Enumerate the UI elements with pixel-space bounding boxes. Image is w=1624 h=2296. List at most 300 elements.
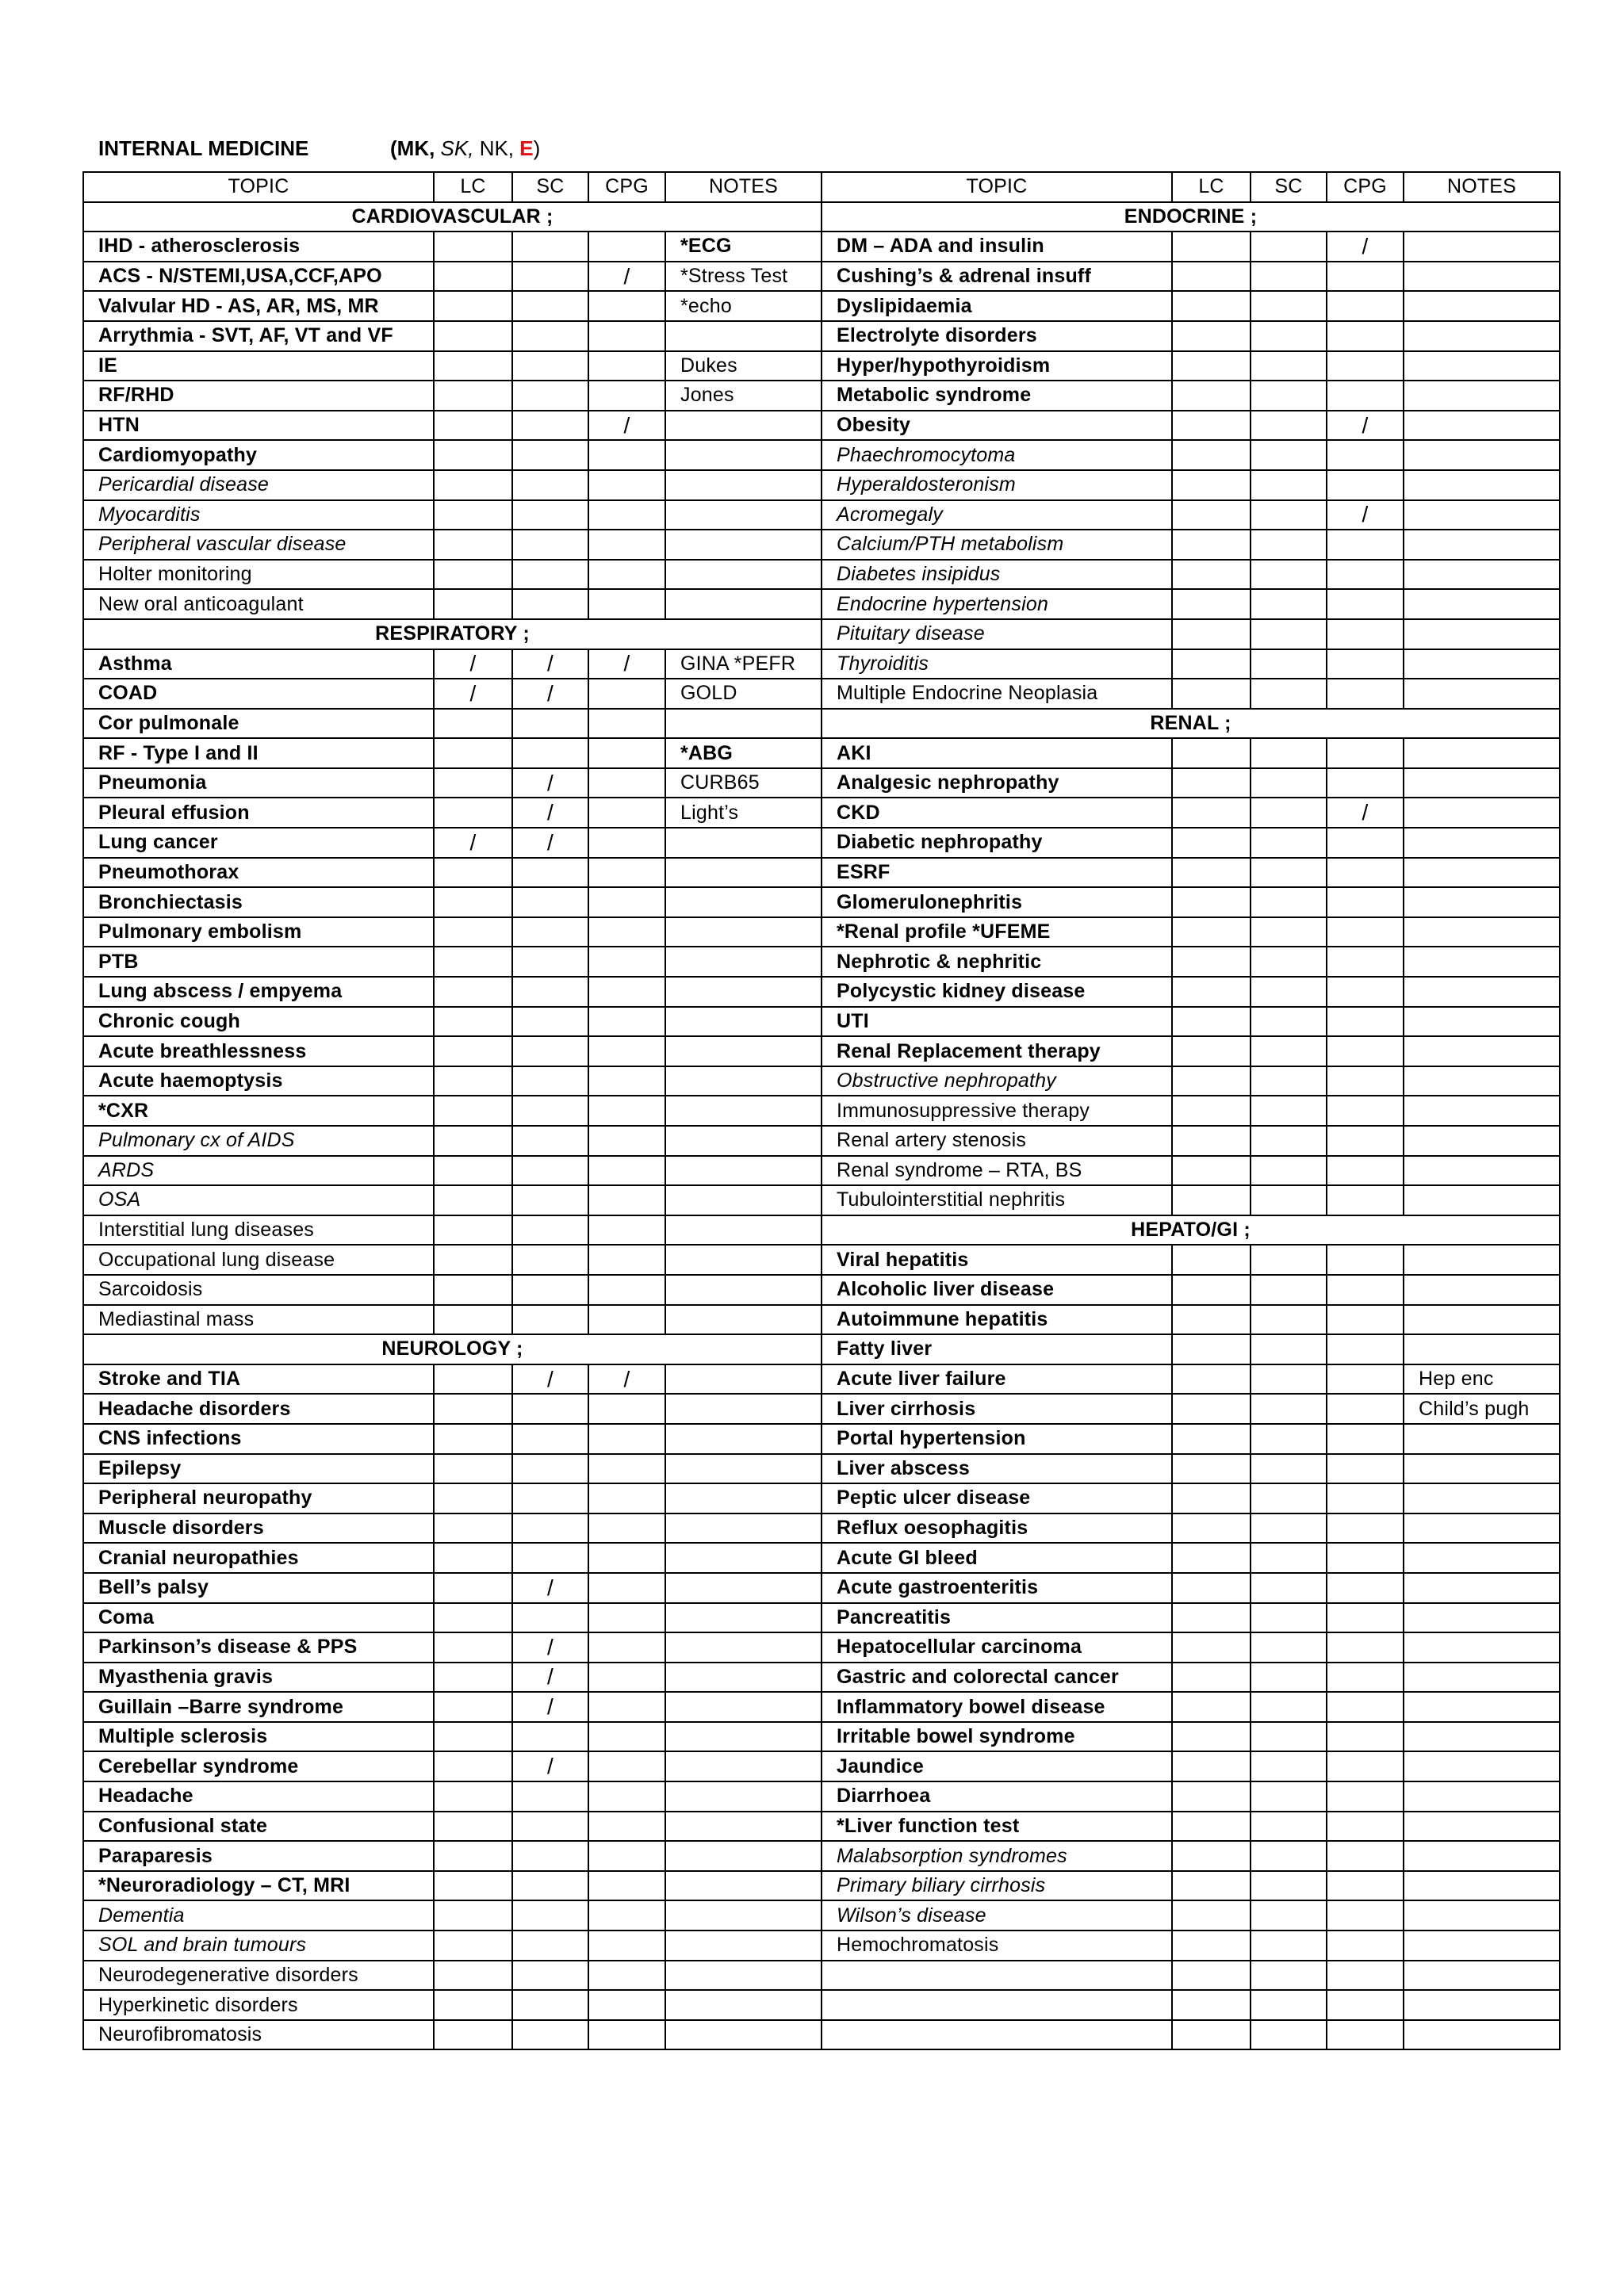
right-notes-cell <box>1404 1245 1560 1275</box>
left-cpg-cell <box>588 1751 665 1781</box>
right-cpg-cell <box>1327 1573 1404 1603</box>
right-sc-cell <box>1251 440 1327 470</box>
left-notes-cell <box>665 2020 822 2050</box>
left-sc-cell <box>512 1931 588 1961</box>
left-notes-cell <box>665 1603 822 1633</box>
left-topic-cell: Headache <box>83 1781 434 1812</box>
left-sc-cell <box>512 1007 588 1037</box>
left-sc-cell <box>512 738 588 768</box>
right-topic-cell: Electrolyte disorders <box>822 321 1172 351</box>
left-notes-cell <box>665 1215 822 1246</box>
left-topic-cell: Pneumonia <box>83 768 434 798</box>
left-lc-cell <box>434 1483 512 1513</box>
left-cpg-cell <box>588 1692 665 1722</box>
column-header-notes: NOTES <box>665 172 822 202</box>
left-sc-cell <box>512 1543 588 1573</box>
right-cpg-cell <box>1327 977 1404 1007</box>
right-sc-cell <box>1251 828 1327 858</box>
left-sc-cell: / <box>512 798 588 828</box>
right-lc-cell <box>1172 351 1251 381</box>
left-cpg-cell <box>588 1156 665 1186</box>
title-main: INTERNAL MEDICINE <box>98 136 309 160</box>
right-topic-cell: Thyroiditis <box>822 649 1172 679</box>
left-sc-cell <box>512 1513 588 1544</box>
right-topic-cell: Diabetes insipidus <box>822 560 1172 590</box>
left-topic-cell: IHD - atherosclerosis <box>83 232 434 262</box>
right-notes-cell <box>1404 1126 1560 1156</box>
right-topic-cell: Hemochromatosis <box>822 1931 1172 1961</box>
right-lc-cell <box>1172 1334 1251 1364</box>
left-notes-cell: *ECG <box>665 232 822 262</box>
right-lc-cell <box>1172 887 1251 917</box>
left-cpg-cell <box>588 440 665 470</box>
right-topic-cell: ESRF <box>822 858 1172 888</box>
left-lc-cell <box>434 1961 512 1991</box>
left-lc-cell <box>434 1751 512 1781</box>
left-topic-cell: *Neuroradiology – CT, MRI <box>83 1871 434 1901</box>
right-topic-cell: Jaundice <box>822 1751 1172 1781</box>
left-lc-cell <box>434 1364 512 1395</box>
left-notes-cell <box>665 1900 822 1931</box>
table-row <box>83 1573 1560 1603</box>
title-legend-e: E <box>519 136 534 160</box>
table-row <box>83 947 1560 977</box>
left-sc-cell <box>512 1156 588 1186</box>
right-notes-cell <box>1404 947 1560 977</box>
left-topic-cell: Hyperkinetic disorders <box>83 1990 434 2020</box>
right-sc-cell <box>1251 560 1327 590</box>
right-cpg-cell <box>1327 470 1404 500</box>
left-notes-cell <box>665 1185 822 1215</box>
right-topic-cell: Primary biliary cirrhosis <box>822 1871 1172 1901</box>
left-cpg-cell: / <box>588 649 665 679</box>
right-sc-cell <box>1251 1275 1327 1305</box>
right-sc-cell <box>1251 500 1327 530</box>
right-notes-cell <box>1404 1096 1560 1126</box>
table-row <box>83 1692 1560 1722</box>
table-row <box>83 1990 1560 2020</box>
right-notes-cell <box>1404 1573 1560 1603</box>
left-sc-cell <box>512 887 588 917</box>
left-sc-cell <box>512 1275 588 1305</box>
left-cpg-cell: / <box>588 411 665 441</box>
table-row <box>83 1781 1560 1812</box>
left-lc-cell <box>434 2020 512 2050</box>
right-sc-cell <box>1251 858 1327 888</box>
right-sc-cell <box>1251 321 1327 351</box>
right-cpg-cell <box>1327 1812 1404 1842</box>
right-sc-cell <box>1251 262 1327 292</box>
column-header-topic: TOPIC <box>822 172 1172 202</box>
table-row <box>83 351 1560 381</box>
right-lc-cell <box>1172 1722 1251 1752</box>
right-cpg-cell <box>1327 1126 1404 1156</box>
right-cpg-cell <box>1327 1424 1404 1454</box>
left-lc-cell <box>434 1036 512 1066</box>
left-topic-cell: Pneumothorax <box>83 858 434 888</box>
right-notes-cell <box>1404 1871 1560 1901</box>
left-cpg-cell <box>588 768 665 798</box>
left-sc-cell <box>512 1812 588 1842</box>
left-cpg-cell <box>588 1215 665 1246</box>
right-cpg-cell <box>1327 1305 1404 1335</box>
left-cpg-cell <box>588 560 665 590</box>
left-topic-cell: Paraparesis <box>83 1841 434 1871</box>
left-sc-cell <box>512 1990 588 2020</box>
left-sc-cell <box>512 1215 588 1246</box>
right-topic-cell: DM – ADA and insulin <box>822 232 1172 262</box>
left-cpg-cell <box>588 1305 665 1335</box>
right-lc-cell <box>1172 1663 1251 1693</box>
right-topic-cell: *Renal profile *UFEME <box>822 917 1172 947</box>
left-cpg-cell <box>588 1424 665 1454</box>
right-notes-cell <box>1404 500 1560 530</box>
right-notes-cell <box>1404 1275 1560 1305</box>
right-sc-cell <box>1251 1334 1327 1364</box>
right-lc-cell <box>1172 1305 1251 1335</box>
column-header-cpg: CPG <box>1327 172 1404 202</box>
left-cpg-cell <box>588 738 665 768</box>
table-row <box>83 470 1560 500</box>
right-cpg-cell <box>1327 1543 1404 1573</box>
left-sc-cell: / <box>512 649 588 679</box>
right-topic-cell: Endocrine hypertension <box>822 589 1172 619</box>
right-cpg-cell <box>1327 589 1404 619</box>
right-lc-cell <box>1172 1245 1251 1275</box>
left-cpg-cell <box>588 1036 665 1066</box>
left-topic-cell: OSA <box>83 1185 434 1215</box>
left-lc-cell <box>434 1692 512 1722</box>
right-cpg-cell <box>1327 1454 1404 1484</box>
right-cpg-cell <box>1327 1066 1404 1096</box>
table-row <box>83 1722 1560 1752</box>
left-notes-cell <box>665 530 822 560</box>
right-sc-cell <box>1251 1931 1327 1961</box>
right-sc-cell <box>1251 1692 1327 1722</box>
right-topic-cell: Pituitary disease <box>822 619 1172 649</box>
right-cpg-cell <box>1327 381 1404 411</box>
left-topic-cell: PTB <box>83 947 434 977</box>
left-sc-cell <box>512 947 588 977</box>
left-lc-cell <box>434 1841 512 1871</box>
left-notes-cell <box>665 589 822 619</box>
right-sc-cell <box>1251 679 1327 709</box>
left-notes-cell <box>665 1156 822 1186</box>
left-notes-cell <box>665 1573 822 1603</box>
left-topic-cell: Acute haemoptysis <box>83 1066 434 1096</box>
column-header-sc: SC <box>512 172 588 202</box>
table-row <box>83 649 1560 679</box>
column-header-lc: LC <box>1172 172 1251 202</box>
right-cpg-cell <box>1327 1900 1404 1931</box>
right-topic-cell: Autoimmune hepatitis <box>822 1305 1172 1335</box>
right-lc-cell <box>1172 1692 1251 1722</box>
table-row <box>83 1305 1560 1335</box>
left-topic-cell: Mediastinal mass <box>83 1305 434 1335</box>
left-notes-cell: *Stress Test <box>665 262 822 292</box>
table-row <box>83 262 1560 292</box>
left-notes-cell <box>665 1543 822 1573</box>
right-lc-cell <box>1172 1990 1251 2020</box>
title-legend-close: ) <box>533 136 541 160</box>
left-topic-cell: HTN <box>83 411 434 441</box>
table-row <box>83 530 1560 560</box>
right-sc-cell <box>1251 1961 1327 1991</box>
table-row <box>83 709 1560 739</box>
left-lc-cell <box>434 321 512 351</box>
right-cpg-cell <box>1327 887 1404 917</box>
right-lc-cell <box>1172 679 1251 709</box>
right-notes-cell <box>1404 1066 1560 1096</box>
right-lc-cell <box>1172 1036 1251 1066</box>
right-topic-cell: AKI <box>822 738 1172 768</box>
right-sc-cell <box>1251 1663 1327 1693</box>
right-topic-cell <box>822 1961 1172 1991</box>
table-row <box>83 1066 1560 1096</box>
left-topic-cell: Lung abscess / empyema <box>83 977 434 1007</box>
left-notes-cell <box>665 1483 822 1513</box>
right-notes-cell <box>1404 381 1560 411</box>
left-sc-cell <box>512 530 588 560</box>
table-row <box>83 1007 1560 1037</box>
left-notes-cell <box>665 887 822 917</box>
right-lc-cell <box>1172 768 1251 798</box>
right-sc-cell <box>1251 1781 1327 1812</box>
right-sc-cell <box>1251 649 1327 679</box>
right-topic-cell: Diabetic nephropathy <box>822 828 1172 858</box>
right-sc-cell <box>1251 1066 1327 1096</box>
table-row <box>83 1871 1560 1901</box>
right-cpg-cell <box>1327 560 1404 590</box>
right-topic-cell: Acute gastroenteritis <box>822 1573 1172 1603</box>
left-lc-cell <box>434 1781 512 1812</box>
table-row <box>83 1900 1560 1931</box>
table-row <box>83 560 1560 590</box>
right-sc-cell <box>1251 351 1327 381</box>
table-row <box>83 321 1560 351</box>
right-notes-cell <box>1404 858 1560 888</box>
right-cpg-cell <box>1327 530 1404 560</box>
left-lc-cell: / <box>434 649 512 679</box>
table-row <box>83 679 1560 709</box>
left-lc-cell <box>434 1900 512 1931</box>
right-cpg-cell <box>1327 1751 1404 1781</box>
right-cpg-cell <box>1327 858 1404 888</box>
left-notes-cell <box>665 1931 822 1961</box>
left-topic-cell: Neurodegenerative disorders <box>83 1961 434 1991</box>
right-lc-cell <box>1172 1066 1251 1096</box>
left-sc-cell: / <box>512 1751 588 1781</box>
table-row <box>83 1841 1560 1871</box>
right-topic-cell: Renal Replacement therapy <box>822 1036 1172 1066</box>
title-legend <box>390 136 540 161</box>
right-topic-cell: Analgesic nephropathy <box>822 768 1172 798</box>
left-notes-cell <box>665 321 822 351</box>
right-lc-cell <box>1172 1871 1251 1901</box>
left-cpg-cell <box>588 1275 665 1305</box>
right-cpg-cell <box>1327 1841 1404 1871</box>
left-cpg-cell <box>588 1007 665 1037</box>
section-header: NEUROLOGY ; <box>83 1334 822 1364</box>
left-sc-cell <box>512 1126 588 1156</box>
left-notes-cell <box>665 500 822 530</box>
table-row <box>83 1454 1560 1484</box>
table-row <box>83 291 1560 321</box>
left-cpg-cell <box>588 1812 665 1842</box>
right-lc-cell <box>1172 649 1251 679</box>
table-row <box>83 381 1560 411</box>
section-header: RESPIRATORY ; <box>83 619 822 649</box>
right-lc-cell <box>1172 1483 1251 1513</box>
left-cpg-cell <box>588 1900 665 1931</box>
right-topic-cell: Multiple Endocrine Neoplasia <box>822 679 1172 709</box>
right-sc-cell <box>1251 947 1327 977</box>
table-row <box>83 1364 1560 1395</box>
right-topic-cell: Liver cirrhosis <box>822 1394 1172 1424</box>
right-notes-cell: Hep enc <box>1404 1364 1560 1395</box>
right-sc-cell <box>1251 1513 1327 1544</box>
right-notes-cell <box>1404 560 1560 590</box>
right-notes-cell <box>1404 1751 1560 1781</box>
left-lc-cell <box>434 709 512 739</box>
left-sc-cell <box>512 440 588 470</box>
left-cpg-cell <box>588 2020 665 2050</box>
right-lc-cell <box>1172 1900 1251 1931</box>
right-topic-cell: Hyperaldosteronism <box>822 470 1172 500</box>
right-notes-cell <box>1404 440 1560 470</box>
left-topic-cell: Holter monitoring <box>83 560 434 590</box>
left-cpg-cell <box>588 917 665 947</box>
left-sc-cell <box>512 560 588 590</box>
left-topic-cell: Occupational lung disease <box>83 1245 434 1275</box>
right-sc-cell <box>1251 1126 1327 1156</box>
left-topic-cell: Pulmonary cx of AIDS <box>83 1126 434 1156</box>
table-row <box>83 589 1560 619</box>
section-header: ENDOCRINE ; <box>822 202 1560 232</box>
left-cpg-cell <box>588 351 665 381</box>
left-lc-cell <box>434 381 512 411</box>
right-topic-cell: Liver abscess <box>822 1454 1172 1484</box>
right-topic-cell: Alcoholic liver disease <box>822 1275 1172 1305</box>
right-sc-cell <box>1251 1245 1327 1275</box>
right-cpg-cell <box>1327 768 1404 798</box>
left-lc-cell <box>434 1394 512 1424</box>
right-sc-cell <box>1251 1603 1327 1633</box>
right-sc-cell <box>1251 798 1327 828</box>
left-cpg-cell <box>588 1573 665 1603</box>
right-cpg-cell <box>1327 1185 1404 1215</box>
left-lc-cell <box>434 1632 512 1663</box>
right-topic-cell: Renal artery stenosis <box>822 1126 1172 1156</box>
left-cpg-cell <box>588 1663 665 1693</box>
page-title <box>98 136 541 165</box>
left-topic-cell: Acute breathlessness <box>83 1036 434 1066</box>
right-notes-cell <box>1404 470 1560 500</box>
table-row <box>83 202 1560 232</box>
left-lc-cell <box>434 232 512 262</box>
right-lc-cell <box>1172 589 1251 619</box>
right-lc-cell <box>1172 440 1251 470</box>
left-notes-cell <box>665 1513 822 1544</box>
right-notes-cell <box>1404 1513 1560 1544</box>
left-cpg-cell <box>588 500 665 530</box>
left-lc-cell <box>434 1573 512 1603</box>
left-notes-cell <box>665 1126 822 1156</box>
left-notes-cell <box>665 828 822 858</box>
table-row <box>83 1663 1560 1693</box>
right-topic-cell: Dyslipidaemia <box>822 291 1172 321</box>
left-cpg-cell <box>588 977 665 1007</box>
right-notes-cell <box>1404 798 1560 828</box>
right-lc-cell <box>1172 947 1251 977</box>
left-cpg-cell <box>588 1483 665 1513</box>
right-notes-cell <box>1404 1663 1560 1693</box>
right-cpg-cell <box>1327 1603 1404 1633</box>
right-notes-cell <box>1404 1692 1560 1722</box>
left-sc-cell <box>512 917 588 947</box>
left-notes-cell: Dukes <box>665 351 822 381</box>
left-sc-cell: / <box>512 828 588 858</box>
left-sc-cell <box>512 1841 588 1871</box>
right-cpg-cell <box>1327 262 1404 292</box>
left-cpg-cell <box>588 1722 665 1752</box>
left-sc-cell <box>512 977 588 1007</box>
left-lc-cell <box>434 738 512 768</box>
table-row <box>83 1751 1560 1781</box>
right-cpg-cell: / <box>1327 411 1404 441</box>
right-topic-cell: Malabsorption syndromes <box>822 1841 1172 1871</box>
right-lc-cell <box>1172 470 1251 500</box>
left-sc-cell <box>512 411 588 441</box>
left-sc-cell <box>512 321 588 351</box>
right-lc-cell <box>1172 977 1251 1007</box>
right-cpg-cell <box>1327 619 1404 649</box>
title-legend-sk: SK, <box>440 136 474 160</box>
right-topic-cell: Irritable bowel syndrome <box>822 1722 1172 1752</box>
right-sc-cell <box>1251 1424 1327 1454</box>
right-notes-cell <box>1404 1781 1560 1812</box>
right-lc-cell <box>1172 798 1251 828</box>
left-cpg-cell: / <box>588 262 665 292</box>
right-notes-cell <box>1404 1007 1560 1037</box>
left-notes-cell <box>665 1454 822 1484</box>
right-sc-cell <box>1251 2020 1327 2050</box>
left-notes-cell <box>665 977 822 1007</box>
left-lc-cell <box>434 411 512 441</box>
left-cpg-cell <box>588 1543 665 1573</box>
right-cpg-cell <box>1327 947 1404 977</box>
right-notes-cell <box>1404 1841 1560 1871</box>
right-lc-cell <box>1172 1275 1251 1305</box>
left-topic-cell: Arrythmia - SVT, AF, VT and VF <box>83 321 434 351</box>
right-sc-cell <box>1251 1156 1327 1186</box>
left-lc-cell <box>434 887 512 917</box>
left-cpg-cell <box>588 291 665 321</box>
right-cpg-cell <box>1327 649 1404 679</box>
right-cpg-cell: / <box>1327 500 1404 530</box>
left-cpg-cell <box>588 858 665 888</box>
right-cpg-cell <box>1327 1990 1404 2020</box>
right-topic-cell: Inflammatory bowel disease <box>822 1692 1172 1722</box>
table-row <box>83 1632 1560 1663</box>
right-sc-cell <box>1251 381 1327 411</box>
right-notes-cell <box>1404 1424 1560 1454</box>
right-sc-cell <box>1251 1394 1327 1424</box>
left-lc-cell <box>434 291 512 321</box>
left-cpg-cell <box>588 887 665 917</box>
left-topic-cell: Parkinson’s disease & PPS <box>83 1632 434 1663</box>
left-notes-cell <box>665 1096 822 1126</box>
